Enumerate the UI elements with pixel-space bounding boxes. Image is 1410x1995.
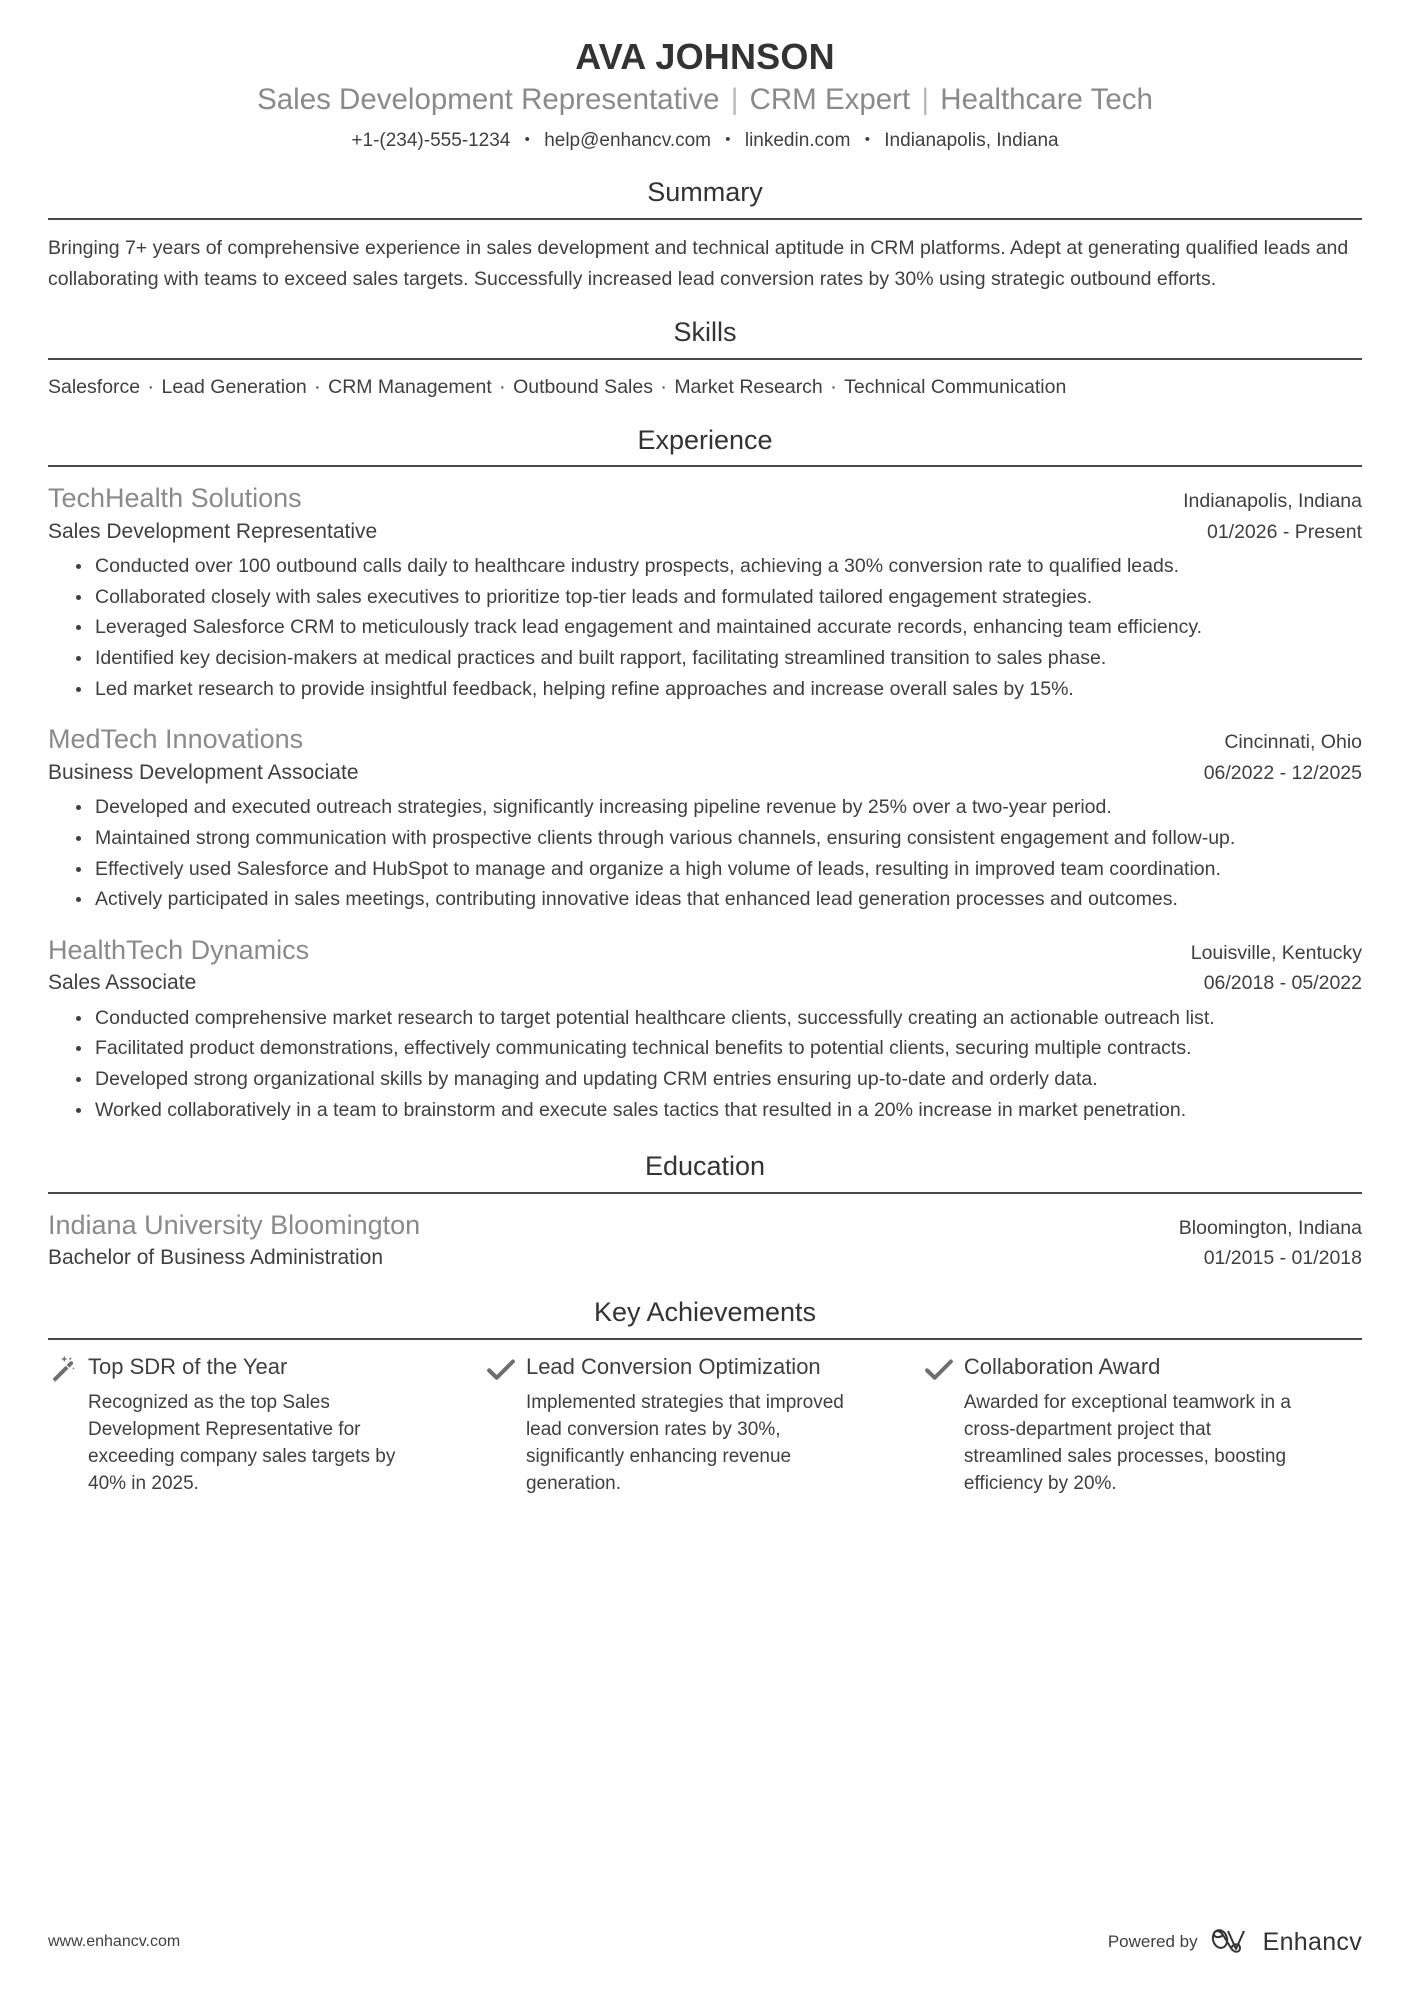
entry-bullet-list	[48, 1004, 1362, 1125]
entry-location: Bloomington, Indiana	[1178, 1216, 1362, 1239]
section-skills	[48, 316, 1362, 402]
entry-bullet-item: Facilitated product demonstrations, effectively communicating technical benefits to potential clients, securing multiple contracts.	[74, 1034, 1362, 1063]
magic-wand-icon	[48, 1355, 78, 1385]
contact-email[interactable]: help@enhancv.com	[544, 129, 712, 151]
contact-separator-1: •	[524, 130, 530, 148]
entry-bullet-item: Developed and executed outreach strategies, significantly increasing pipeline revenue by 25% over a two-year period.	[74, 793, 1362, 822]
entry-date-range: 06/2022 - 12/2025	[1203, 761, 1362, 784]
enhancv-brand-text: Enhancv	[1262, 1927, 1362, 1956]
entry-subheader-row	[48, 518, 1362, 546]
entry-bullet-item: Conducted over 100 outbound calls daily to healthcare industry prospects, achieving a 30% conversion rate to qualified leads.	[74, 552, 1362, 581]
experience-entries	[48, 480, 1362, 1124]
achievement-item	[924, 1353, 1362, 1498]
entry-location: Indianapolis, Indiana	[1183, 490, 1362, 513]
achievement-item	[486, 1353, 924, 1498]
entry-header-row	[48, 480, 1362, 516]
entry-bullet-list	[48, 552, 1362, 703]
resume-header	[48, 0, 1362, 154]
candidate-name: AVA JOHNSON	[575, 36, 835, 77]
footer-powered-by-label: Powered by	[1107, 1932, 1198, 1951]
headline-part-1: Sales Development Representative	[257, 83, 720, 117]
skill-item: Market Research	[674, 375, 823, 398]
entry-subheader-row	[48, 969, 1362, 997]
entry-bullet-item: Leveraged Salesforce CRM to meticulously track lead engagement and maintained accurate records, enhancing team efficiency.	[74, 613, 1362, 642]
achievement-header	[486, 1353, 876, 1385]
entry-header-row	[48, 932, 1362, 968]
entry-subheader-row	[48, 759, 1362, 787]
headline-separator-2: |	[921, 83, 930, 117]
section-divider	[48, 1338, 1362, 1340]
section-education	[48, 1150, 1362, 1272]
achievement-item	[48, 1353, 486, 1498]
achievement-header	[48, 1353, 438, 1385]
entry-bullet-item: Collaborated closely with sales executives to prioritize top-tier leads and formulated tailored engagement strategies.	[74, 583, 1362, 612]
entry-date-range: 01/2026 - Present	[1206, 520, 1362, 543]
entry-bullet-item: Developed strong organizational skills by managing and updating CRM entries ensuring up-to-date and orderly data.	[74, 1065, 1362, 1094]
entry-bullet-list	[48, 793, 1362, 914]
entry-role-title: Sales Associate	[48, 971, 197, 995]
entry-bullet-item: Actively participated in sales meetings, contributing innovative ideas that enhanced lead generation processes and outcomes.	[74, 885, 1362, 914]
section-divider	[48, 1192, 1362, 1194]
footer-branding	[1108, 1927, 1362, 1957]
entry-role-title: Business Development Associate	[48, 760, 359, 784]
entry-organization: HealthTech Dynamics	[48, 934, 310, 965]
achievement-description: Implemented strategies that improved lead conversion rates by 30%, significantly enhancing revenue generation.	[525, 1391, 844, 1494]
contact-phone: +1-(234)-555-1234	[351, 129, 511, 151]
entry-bullet-item: Identified key decision-makers at medical practices and built rapport, facilitating streamlined transition to sales phase.	[74, 644, 1362, 673]
contact-separator-3: •	[864, 130, 870, 148]
section-divider	[48, 465, 1362, 467]
section-divider	[48, 358, 1362, 360]
section-experience	[48, 424, 1362, 1124]
entry-bullet-item: Worked collaboratively in a team to brainstorm and execute sales tactics that resulted in a 20% increase in market penetration.	[74, 1096, 1362, 1125]
entry-date-range: 01/2015 - 01/2018	[1203, 1247, 1362, 1270]
check-icon	[486, 1355, 516, 1385]
achievement-description: Awarded for exceptional teamwork in a cross-department project that streamlined sales processes, boosting efficiency by 20%.	[963, 1391, 1291, 1494]
headline-separator-1: |	[730, 83, 739, 117]
resume-entry	[48, 721, 1362, 913]
entry-role-title: Sales Development Representative	[48, 519, 378, 543]
achievement-title: Top SDR of the Year	[88, 1353, 288, 1379]
candidate-headline	[48, 81, 1362, 119]
section-title-summary: Summary	[647, 177, 763, 208]
entry-date-range: 06/2018 - 05/2022	[1203, 972, 1362, 995]
skills-list	[48, 373, 1362, 402]
skill-separator: ·	[308, 375, 327, 398]
skill-item: Salesforce	[48, 375, 141, 398]
entry-organization: MedTech Innovations	[48, 724, 304, 755]
section-title-education: Education	[644, 1151, 766, 1182]
headline-part-3: Healthcare Tech	[940, 83, 1153, 117]
achievements-grid	[48, 1353, 1362, 1498]
resume-entry	[48, 932, 1362, 1124]
entry-header-row	[48, 1207, 1362, 1243]
skill-item: Lead Generation	[161, 375, 307, 398]
section-title-key-achievements: Key Achievements	[593, 1297, 817, 1328]
entry-bullet-item: Maintained strong communication with prospective clients through various channels, ensuring consistent engagement and follow-up.	[74, 824, 1362, 853]
section-divider	[48, 218, 1362, 220]
achievement-title: Collaboration Award	[963, 1353, 1161, 1379]
summary-text: Bringing 7+ years of comprehensive experience in sales development and technical aptitude in CRM platforms. Adept at generating qualified leads and collaborating with teams to exceed sales targets. Successfully increased lead conversion rates by 30% using strategic outbound efforts.	[48, 236, 1349, 290]
headline-part-2: CRM Expert	[749, 83, 911, 117]
entry-header-row	[48, 721, 1362, 757]
achievement-header	[924, 1353, 1314, 1385]
entry-location: Louisville, Kentucky	[1190, 941, 1362, 964]
skill-separator: ·	[824, 375, 843, 398]
skill-item: Outbound Sales	[513, 375, 653, 398]
entry-bullet-item: Led market research to provide insightful feedback, helping refine approaches and increase overall sales by 15%.	[74, 675, 1362, 704]
enhancv-logo-icon	[1210, 1927, 1254, 1957]
section-title-skills: Skills	[673, 317, 737, 348]
skill-separator: ·	[142, 375, 160, 398]
skill-item: Technical Communication	[844, 375, 1067, 398]
section-summary	[48, 176, 1362, 294]
resume-entry	[48, 1207, 1362, 1273]
entry-bullet-item: Conducted comprehensive market research to target potential healthcare clients, successfully creating an actionable outreach list.	[74, 1004, 1362, 1033]
section-key-achievements	[48, 1296, 1362, 1497]
skill-separator: ·	[493, 375, 512, 398]
achievement-title: Lead Conversion Optimization	[525, 1353, 821, 1379]
check-icon	[924, 1355, 954, 1385]
resume-entry	[48, 480, 1362, 703]
skill-item: CRM Management	[328, 375, 492, 398]
footer-website-url[interactable]: www.enhancv.com	[48, 1933, 181, 1950]
section-title-experience: Experience	[637, 424, 773, 455]
contact-line	[48, 128, 1362, 155]
entry-bullet-item: Effectively used Salesforce and HubSpot to manage and organize a high volume of leads, resulting in improved team coordination.	[74, 855, 1362, 884]
entry-organization: Indiana University Bloomington	[48, 1209, 421, 1240]
entry-location: Cincinnati, Ohio	[1224, 731, 1362, 754]
skill-separator: ·	[654, 375, 673, 398]
contact-linkedin[interactable]: linkedin.com	[744, 129, 851, 151]
enhancv-logo	[1210, 1927, 1362, 1957]
contact-location: Indianapolis, Indiana	[884, 129, 1059, 151]
education-entries	[48, 1207, 1362, 1273]
entry-subheader-row	[48, 1244, 1362, 1272]
entry-organization: TechHealth Solutions	[48, 483, 302, 514]
page-footer	[48, 1927, 1362, 1957]
entry-role-title: Bachelor of Business Administration	[48, 1246, 384, 1270]
achievement-description: Recognized as the top Sales Development Representative for exceeding company sales targets by 40% in 2025.	[88, 1391, 396, 1494]
contact-separator-2: •	[725, 130, 731, 148]
